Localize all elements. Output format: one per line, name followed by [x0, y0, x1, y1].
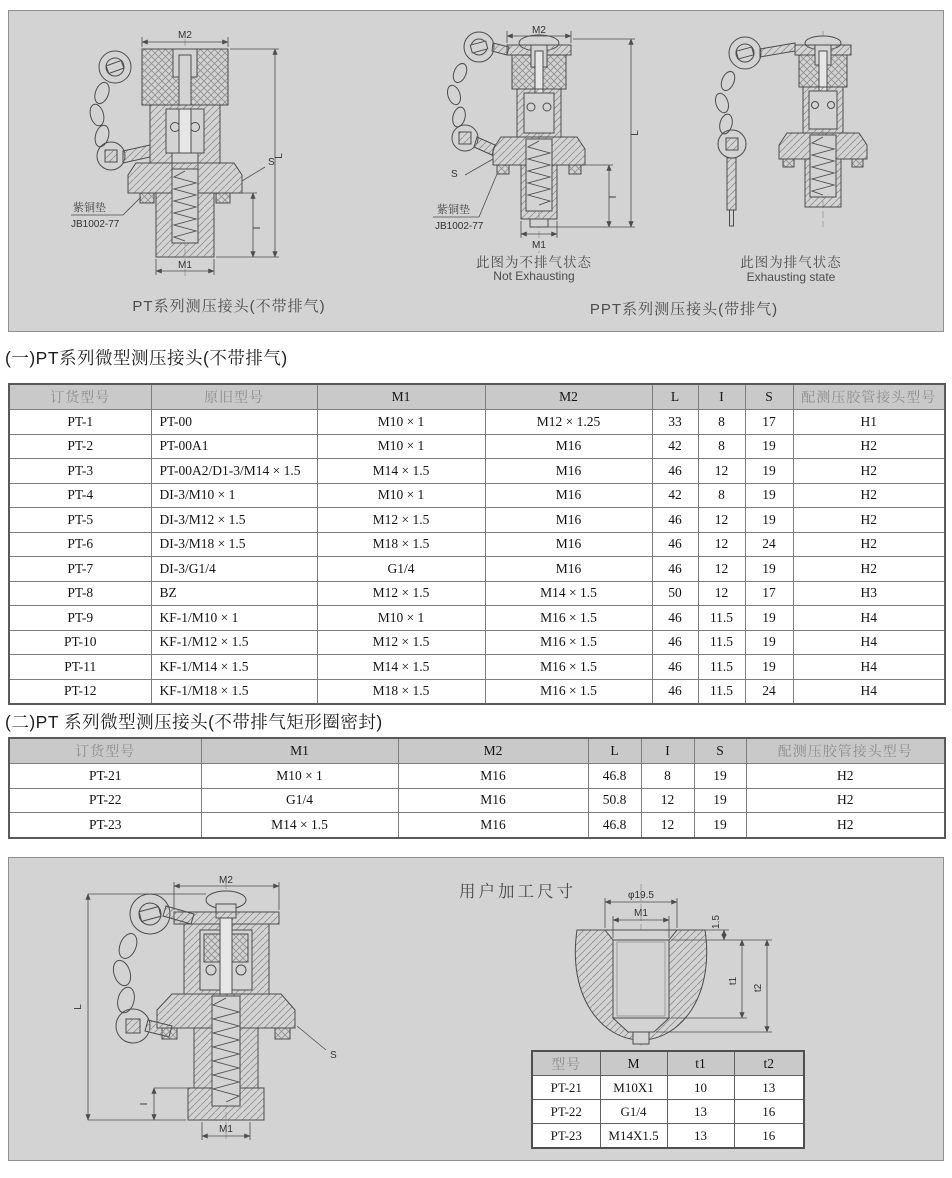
column-header: M2 — [398, 738, 588, 764]
header-row — [9, 384, 945, 410]
table-cell: KF-1/M10 × 1 — [151, 606, 317, 631]
column-header: 型号 — [532, 1051, 600, 1076]
table-row — [9, 532, 945, 557]
table-cell: H2 — [793, 459, 945, 484]
table-row — [9, 813, 945, 838]
table-cell: 46 — [652, 508, 698, 533]
table-cell: M14 × 1.5 — [317, 459, 485, 484]
column-header: t2 — [734, 1051, 804, 1076]
table-cell: 17 — [745, 410, 793, 435]
table-cell: PT-5 — [9, 508, 151, 533]
table-cell: M10 × 1 — [317, 483, 485, 508]
table-cell: M14 × 1.5 — [317, 655, 485, 680]
table-cell: 46 — [652, 655, 698, 680]
section2-heading: (二)PT 系列微型测压接头(不带排气矩形圈密封) — [5, 712, 383, 732]
table-cell: PT-3 — [9, 459, 151, 484]
table-cell: M16 — [485, 508, 652, 533]
table-cell: 50 — [652, 581, 698, 606]
bottom-drawings-panel — [8, 857, 944, 1161]
dim-label-l: L — [274, 153, 285, 159]
table-row — [532, 1076, 804, 1100]
column-header: L — [588, 738, 641, 764]
table-row — [9, 679, 945, 704]
table-cell: 12 — [698, 581, 745, 606]
table-cell: M12 × 1.25 — [485, 410, 652, 435]
table-cell: H2 — [793, 483, 945, 508]
column-header: t1 — [667, 1051, 734, 1076]
table-cell: 19 — [745, 459, 793, 484]
table-cell: PT-4 — [9, 483, 151, 508]
table-cell: 12 — [698, 459, 745, 484]
column-header: 订货型号 — [9, 738, 201, 764]
table-cell: 46 — [652, 630, 698, 655]
table-cell: M16 × 1.5 — [485, 655, 652, 680]
table-cell: PT-11 — [9, 655, 151, 680]
dim-label-i: I — [608, 195, 619, 199]
dim-label-m1: M1 — [219, 1124, 233, 1135]
table-cell: 8 — [698, 483, 745, 508]
table-cell: H2 — [793, 532, 945, 557]
table-cell: H2 — [793, 434, 945, 459]
dim-label-i: I — [139, 1102, 150, 1106]
table-row — [9, 434, 945, 459]
table-cell: BZ — [151, 581, 317, 606]
column-header: S — [745, 384, 793, 410]
dim-label-chamfer: 1.5 — [711, 915, 722, 929]
table-cell: G1/4 — [317, 557, 485, 582]
table-cell: M16 × 1.5 — [485, 606, 652, 631]
table-cell: 12 — [698, 532, 745, 557]
table-cell: 8 — [698, 434, 745, 459]
table-cell: 19 — [745, 483, 793, 508]
table-cell: H3 — [793, 581, 945, 606]
table-cell: M12 × 1.5 — [317, 508, 485, 533]
not-exhausting-caption-en: Not Exhausting — [493, 269, 575, 283]
dim-label-m2: M2 — [178, 30, 192, 41]
table-cell: H2 — [793, 557, 945, 582]
table-cell: H2 — [793, 508, 945, 533]
table-row — [9, 508, 945, 533]
table-cell: M10 × 1 — [317, 606, 485, 631]
table-cell: H4 — [793, 679, 945, 704]
not-exhausting-caption-cn: 此图为不排气状态 — [476, 255, 592, 270]
dim-label-s: S — [330, 1050, 337, 1061]
table-cell: PT-2 — [9, 434, 151, 459]
table-cell: 8 — [698, 410, 745, 435]
ppt-connector-not-exhausting-drawing — [407, 25, 652, 257]
table-cell: PT-23 — [9, 813, 201, 838]
dim-label-m1: M1 — [532, 240, 546, 251]
section1-heading: (一)PT系列微型测压接头(不带排气) — [5, 348, 288, 368]
column-header: M1 — [201, 738, 398, 764]
table-cell: H4 — [793, 630, 945, 655]
table-cell: 19 — [745, 606, 793, 631]
table-cell: 19 — [694, 788, 746, 813]
table-cell: 50.8 — [588, 788, 641, 813]
table-cell: 12 — [698, 508, 745, 533]
column-header: 配测压胶管接头型号 — [746, 738, 945, 764]
table-cell: 19 — [745, 508, 793, 533]
dim-label-s: S — [268, 157, 275, 168]
pt-rect-seal-spec-table — [8, 737, 946, 839]
table-cell: 13 — [734, 1076, 804, 1100]
table-cell: PT-21 — [532, 1076, 600, 1100]
table-row — [9, 788, 945, 813]
table-cell: 17 — [745, 581, 793, 606]
pt-connector-drawing — [57, 25, 317, 291]
table-cell: 19 — [694, 764, 746, 789]
table-cell: 46 — [652, 459, 698, 484]
column-header: M2 — [485, 384, 652, 410]
table-cell: 46.8 — [588, 813, 641, 838]
dim-label-m1: M1 — [634, 908, 648, 919]
header-row — [9, 738, 945, 764]
table-cell: 24 — [745, 679, 793, 704]
column-header: 配测压胶管接头型号 — [793, 384, 945, 410]
table-cell: M14 × 1.5 — [201, 813, 398, 838]
pt-series-caption: PT系列测压接头(不带排气) — [132, 298, 326, 315]
table-cell: M18 × 1.5 — [317, 679, 485, 704]
table-cell: M16 — [485, 434, 652, 459]
table-cell: PT-00 — [151, 410, 317, 435]
top-drawings-panel — [8, 10, 944, 332]
table-cell: M16 × 1.5 — [485, 630, 652, 655]
table-cell: PT-21 — [9, 764, 201, 789]
dim-label-t2: t2 — [753, 983, 764, 993]
ppt-series-caption: PPT系列测压接头(带排气) — [589, 301, 779, 318]
table-cell: 11.5 — [698, 679, 745, 704]
copper-washer-label: 紫铜垫 — [73, 202, 106, 214]
table-cell: PT-00A1 — [151, 434, 317, 459]
table-cell: M16 — [485, 532, 652, 557]
dim-label-m1: M1 — [178, 260, 192, 271]
column-header: 原旧型号 — [151, 384, 317, 410]
exhausting-caption-cn: 此图为排气状态 — [740, 255, 842, 270]
table-cell: 19 — [694, 813, 746, 838]
table-cell: H1 — [793, 410, 945, 435]
pt2x-connector-drawing — [54, 874, 359, 1146]
column-header: M — [600, 1051, 667, 1076]
table-cell: M10 × 1 — [317, 410, 485, 435]
table-row — [532, 1100, 804, 1124]
table-cell: 8 — [641, 764, 694, 789]
table-cell: DI-3/M12 × 1.5 — [151, 508, 317, 533]
table-cell: G1/4 — [201, 788, 398, 813]
table-cell: M10 × 1 — [317, 434, 485, 459]
table-cell: KF-1/M14 × 1.5 — [151, 655, 317, 680]
table-row — [9, 655, 945, 680]
table-cell: M16 — [398, 764, 588, 789]
table-cell: KF-1/M18 × 1.5 — [151, 679, 317, 704]
dim-label-s: S — [451, 169, 458, 180]
table-cell: M16 — [398, 788, 588, 813]
table-cell: 33 — [652, 410, 698, 435]
table-row — [9, 764, 945, 789]
table-cell: PT-9 — [9, 606, 151, 631]
dim-label-diameter: φ19.5 — [628, 890, 654, 901]
table-cell: 46 — [652, 679, 698, 704]
table-cell: M16 — [485, 483, 652, 508]
table-row — [9, 483, 945, 508]
table-cell: DI-3/M10 × 1 — [151, 483, 317, 508]
table-cell: 24 — [745, 532, 793, 557]
table-cell: DI-3/M18 × 1.5 — [151, 532, 317, 557]
table-cell: 12 — [641, 813, 694, 838]
exhausting-caption-en: Exhausting state — [746, 270, 836, 284]
washer-standard-label: JB1002-77 — [435, 221, 484, 232]
dim-label-m2: M2 — [532, 25, 546, 36]
table-cell: 16 — [734, 1100, 804, 1124]
column-header: I — [641, 738, 694, 764]
dim-label-l: L — [73, 1004, 84, 1010]
table-cell: PT-10 — [9, 630, 151, 655]
table-cell: 46 — [652, 606, 698, 631]
table-cell: H2 — [746, 813, 945, 838]
dim-label-l: L — [630, 130, 641, 136]
table-cell: PT-22 — [9, 788, 201, 813]
table-cell: 19 — [745, 655, 793, 680]
table-row — [532, 1124, 804, 1149]
table-cell: PT-1 — [9, 410, 151, 435]
table-cell: 13 — [667, 1100, 734, 1124]
table-cell: G1/4 — [600, 1100, 667, 1124]
valve-cross-section — [713, 31, 867, 227]
machining-spec-table — [531, 1050, 805, 1149]
table-cell: PT-23 — [532, 1124, 600, 1149]
table-cell: 12 — [698, 557, 745, 582]
table-cell: M16 — [485, 557, 652, 582]
table-cell: 10 — [667, 1076, 734, 1100]
dim-label-m2: M2 — [219, 875, 233, 886]
table-cell: 12 — [641, 788, 694, 813]
table-cell: PT-12 — [9, 679, 151, 704]
table-cell: 16 — [734, 1124, 804, 1149]
table-cell: 11.5 — [698, 655, 745, 680]
table-cell: M16 — [485, 459, 652, 484]
machining-dimensions-drawing — [557, 880, 792, 1048]
table-cell: PT-22 — [532, 1100, 600, 1124]
table-cell: PT-6 — [9, 532, 151, 557]
table-cell: M10X1 — [600, 1076, 667, 1100]
table-cell: PT-00A2/D1-3/M14 × 1.5 — [151, 459, 317, 484]
table-row — [9, 410, 945, 435]
table-cell: PT-7 — [9, 557, 151, 582]
machining-dimensions-title: 用户加工尺寸 — [459, 883, 576, 901]
valve-cross-section — [445, 31, 585, 253]
header-row — [532, 1051, 804, 1076]
table-cell: 19 — [745, 557, 793, 582]
table-cell: H4 — [793, 655, 945, 680]
table-cell: M16 — [398, 813, 588, 838]
ppt-connector-exhausting-drawing — [681, 27, 901, 249]
copper-washer-label: 紫铜垫 — [437, 204, 470, 216]
table-row — [9, 459, 945, 484]
dim-label-t1: t1 — [728, 976, 739, 986]
table-cell: DI-3/G1/4 — [151, 557, 317, 582]
column-header: 订货型号 — [9, 384, 151, 410]
table-cell: M14 × 1.5 — [485, 581, 652, 606]
dim-label-i: I — [252, 226, 263, 230]
pt-series-spec-table — [8, 383, 946, 705]
table-row — [9, 606, 945, 631]
table-cell: M16 × 1.5 — [485, 679, 652, 704]
table-cell: 13 — [667, 1124, 734, 1149]
column-header: M1 — [317, 384, 485, 410]
column-header: I — [698, 384, 745, 410]
table-cell: 19 — [745, 630, 793, 655]
table-row — [9, 581, 945, 606]
table-cell: 42 — [652, 434, 698, 459]
valve-cross-section — [88, 39, 242, 277]
table-cell: PT-8 — [9, 581, 151, 606]
table-cell: 46 — [652, 532, 698, 557]
table-cell: H2 — [746, 764, 945, 789]
table-cell: 42 — [652, 483, 698, 508]
table-cell: 46 — [652, 557, 698, 582]
table-cell: M10 × 1 — [201, 764, 398, 789]
table-cell: 19 — [745, 434, 793, 459]
table-cell: 11.5 — [698, 606, 745, 631]
table-cell: H2 — [746, 788, 945, 813]
table-cell: M12 × 1.5 — [317, 581, 485, 606]
washer-standard-label: JB1002-77 — [71, 219, 120, 230]
column-header: S — [694, 738, 746, 764]
table-cell: M12 × 1.5 — [317, 630, 485, 655]
table-cell: KF-1/M12 × 1.5 — [151, 630, 317, 655]
table-cell: 46.8 — [588, 764, 641, 789]
table-row — [9, 557, 945, 582]
column-header: L — [652, 384, 698, 410]
table-cell: H4 — [793, 606, 945, 631]
table-row — [9, 630, 945, 655]
table-cell: M14X1.5 — [600, 1124, 667, 1149]
table-cell: M18 × 1.5 — [317, 532, 485, 557]
table-cell: 11.5 — [698, 630, 745, 655]
